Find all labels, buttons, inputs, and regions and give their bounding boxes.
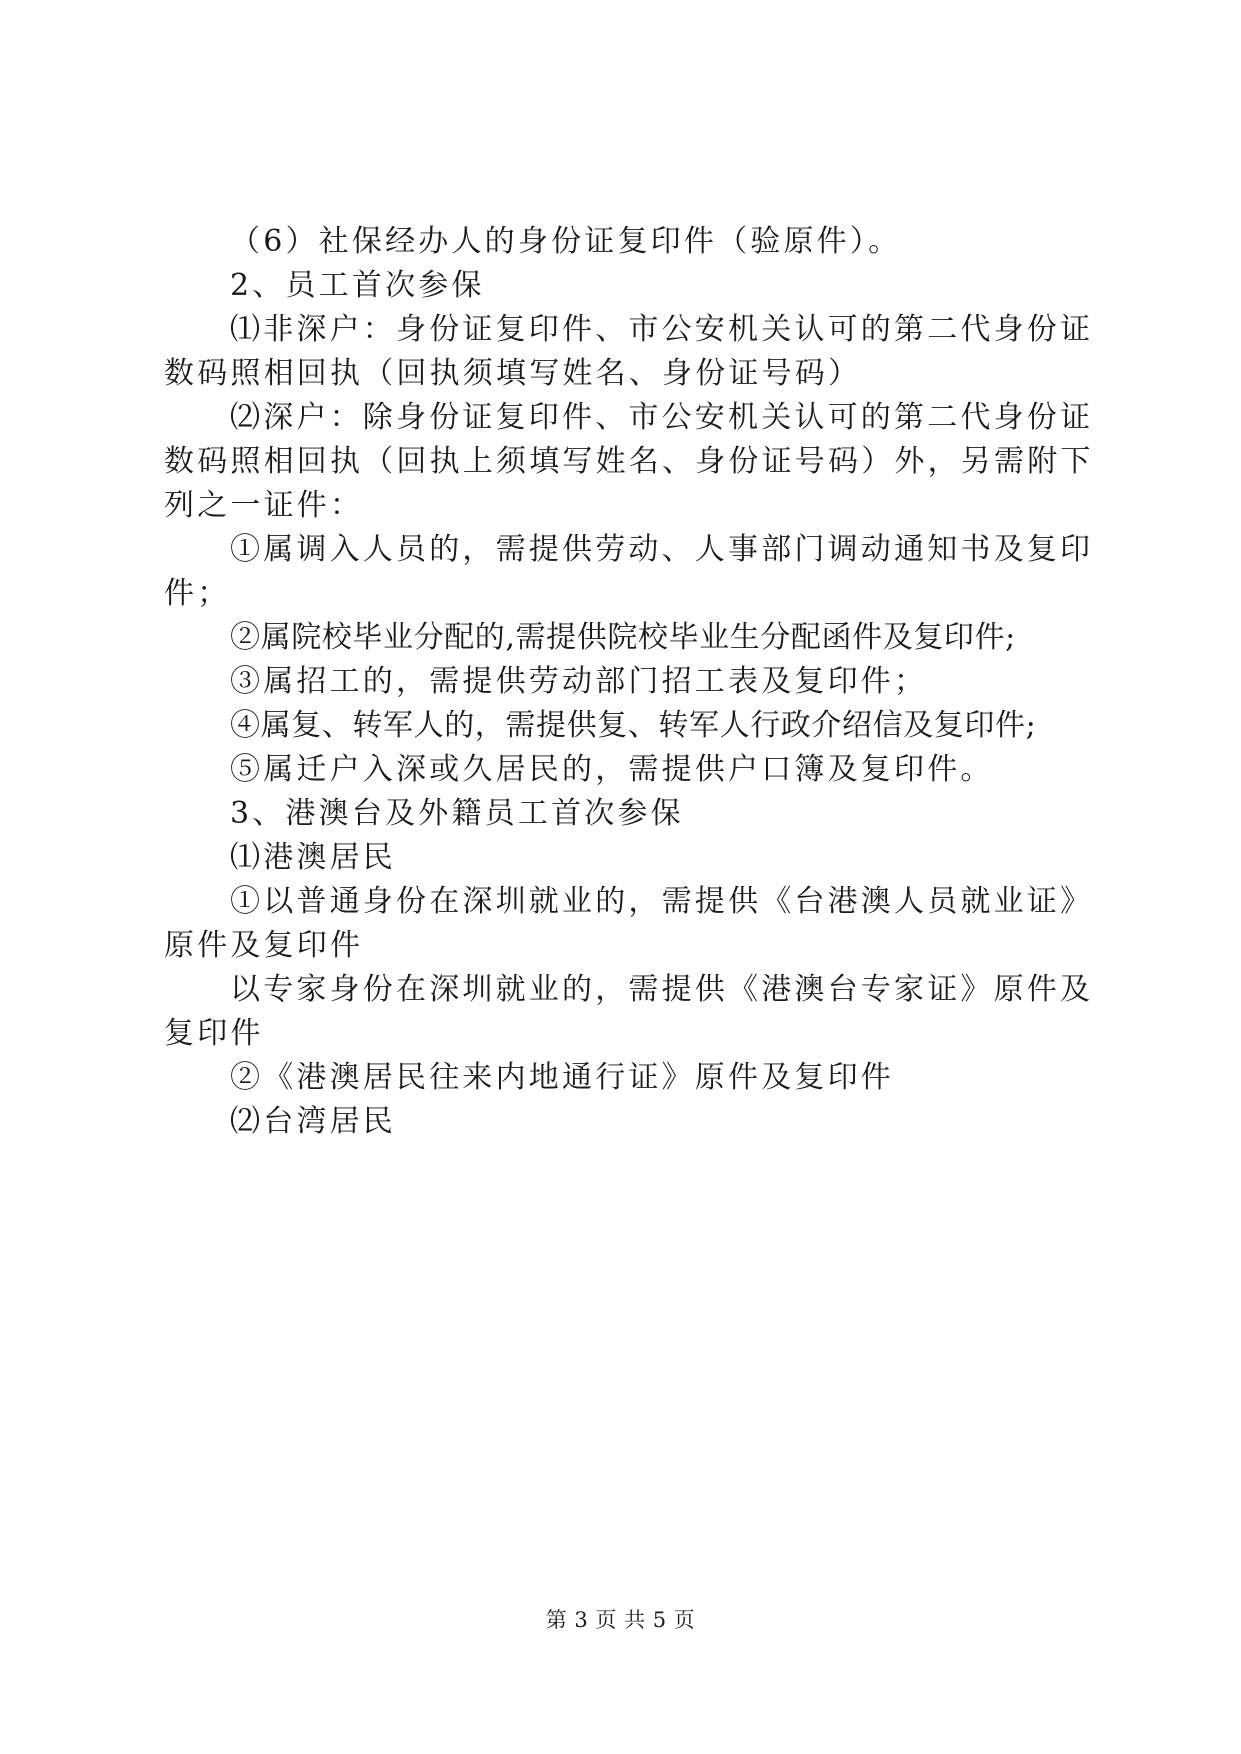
paragraph-line: ①以普通身份在深圳就业的，需提供《台港澳人员就业证》 [230, 884, 1094, 919]
paragraph-line: ①属调入人员的，需提供劳动、人事部门调动通知书及复印 [230, 532, 1094, 567]
paragraph-line: ⑤属迁户入深或久居民的，需提供户口簿及复印件。 [230, 752, 994, 787]
section-heading: 3、港澳台及外籍员工首次参保 [230, 796, 684, 831]
page-indicator: 第 3 页 共 5 页 [545, 1608, 696, 1632]
paragraph-line: ⑴非深户：身份证复印件、市公安机关认可的第二代身份证 [230, 312, 1094, 347]
paragraph-line: 件； [164, 576, 231, 611]
paragraph-line: ⑴港澳居民 [230, 840, 396, 875]
paragraph-line: ②属院校毕业分配的,需提供院校毕业生分配函件及复印件; [230, 620, 1016, 655]
paragraph-line: 原件及复印件 [164, 928, 364, 963]
paragraph-line: ④属复、转军人的，需提供复、转军人行政介绍信及复印件; [230, 708, 1037, 743]
paragraph-line: 以专家身份在深圳就业的，需提供《港澳台专家证》原件及 [230, 972, 1094, 1007]
paragraph-line: 数码照相回执（回执须填写姓名、身份证号码） [164, 356, 862, 391]
paragraph-line: 数码照相回执（回执上须填写姓名、身份证号码）外，另需附下 [164, 444, 1094, 479]
paragraph-line: （6）社保经办人的身份证复印件（验原件）。 [230, 224, 902, 259]
paragraph-line: 列之一证件： [164, 488, 364, 523]
paragraph-line: ⑵台湾居民 [230, 1104, 396, 1139]
section-heading: 2、员工首次参保 [230, 268, 485, 303]
paragraph-line: ⑵深户：除身份证复印件、市公安机关认可的第二代身份证 [230, 400, 1094, 435]
paragraph-line: ②《港澳居民往来内地通行证》原件及复印件 [230, 1060, 894, 1095]
paragraph-line: 复印件 [164, 1016, 264, 1051]
paragraph-line: ③属招工的，需提供劳动部门招工表及复印件； [230, 664, 928, 699]
